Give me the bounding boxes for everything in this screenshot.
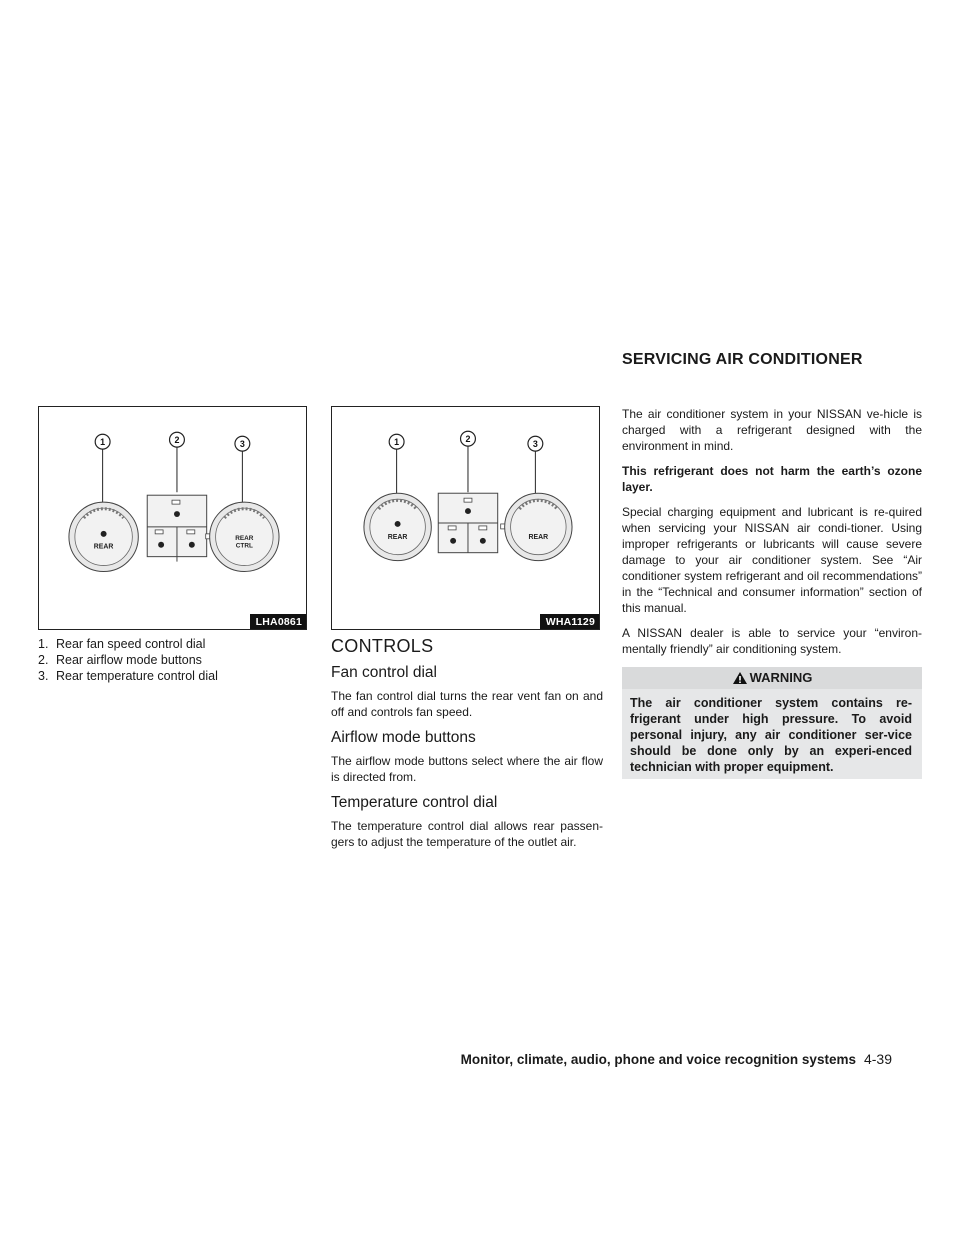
fan-icon xyxy=(395,521,401,527)
figure-id: WHA1129 xyxy=(540,614,599,629)
fan-dial-label: REAR xyxy=(387,533,408,541)
fan-dial xyxy=(69,502,138,571)
warning-icon xyxy=(732,671,748,685)
temp-dial-label-1: REAR xyxy=(235,534,254,542)
callout-2: 2 xyxy=(174,435,180,446)
servicing-para-1: The air conditioner system in your NISSAN ve-hicle is charged with a refrigerant designed with the environment in mind. xyxy=(622,407,922,453)
fan-control-body: The fan control dial turns the rear vent fan on and off and controls fan speed. xyxy=(331,689,603,719)
temperature-body: The temperature control dial allows rear passen-gers to adjust the temperature of the outlet air. xyxy=(331,819,603,849)
rear-control-panel-diagram-2 xyxy=(332,407,599,629)
warning-title: WARNING xyxy=(749,670,813,685)
callout-2: 2 xyxy=(465,434,471,445)
mode-buttons xyxy=(438,493,497,552)
vent-bilevel-icon xyxy=(158,542,164,548)
legend-item: 2. Rear airflow mode buttons xyxy=(38,653,202,667)
vent-bilevel-icon xyxy=(450,538,456,544)
callout-3: 3 xyxy=(532,439,538,450)
temp-dial-label: REAR xyxy=(528,533,549,541)
callout-1: 1 xyxy=(394,437,400,448)
fan-control-title: Fan control dial xyxy=(331,664,437,681)
vent-face-icon xyxy=(465,508,471,514)
servicing-para-3: Special charging equipment and lubricant is re-quired when servicing your NISSAN air condi-tioner. Using improper refrigerants or lubricants will cause severe damage to your air conditioner system. See “Air conditioner system refrigerant and oil recommendations” in the “Technical and consumer information” section of this manual. xyxy=(622,505,922,615)
temperature-title: Temperature control dial xyxy=(331,794,498,811)
fan-icon xyxy=(101,531,107,537)
section-title: SERVICING AIR CONDITIONER xyxy=(622,351,863,368)
servicing-para-2: This refrigerant does not harm the earth’s ozone layer. xyxy=(622,464,922,494)
legend-item: 1. Rear fan speed control dial xyxy=(38,637,206,651)
rear-control-panel-diagram-1 xyxy=(39,407,306,629)
legend-item: 3. Rear temperature control dial xyxy=(38,669,218,683)
vent-floor-icon xyxy=(189,542,195,548)
warning-box xyxy=(622,667,922,779)
servicing-section xyxy=(622,406,922,779)
chapter-title: Monitor, climate, audio, phone and voice recognition systems xyxy=(460,1052,856,1067)
warning-body: The air conditioner system contains re-frigerant under high pressure. To avoid personal injury, any air conditioner ser-vice should be done only by an experi-enced technician with proper equipment. xyxy=(630,696,912,774)
controls-heading: CONTROLS xyxy=(331,636,434,656)
figure-rear-controls-2 xyxy=(331,406,600,630)
page-footer xyxy=(461,1051,892,1067)
controls-section xyxy=(331,636,603,859)
figure-legend xyxy=(38,636,308,684)
servicing-para-4: A NISSAN dealer is able to service your “environ-mentally friendly” air conditioning system. xyxy=(622,626,922,656)
vent-floor-icon xyxy=(480,538,486,544)
fan-dial-label: REAR xyxy=(93,543,114,551)
fan-dial xyxy=(364,493,431,560)
mode-buttons xyxy=(147,495,206,561)
vent-face-icon xyxy=(174,511,180,517)
callout-1: 1 xyxy=(100,437,106,448)
temperature-dial xyxy=(501,493,572,560)
page-number: 4-39 xyxy=(863,1051,892,1067)
airflow-title: Airflow mode buttons xyxy=(331,729,476,746)
temp-dial-label-2: CTRL xyxy=(235,542,253,550)
figure-rear-controls-1 xyxy=(38,406,307,630)
callout-3: 3 xyxy=(239,439,245,450)
airflow-body: The airflow mode buttons select where the air flow is directed from. xyxy=(331,754,603,784)
temperature-dial xyxy=(206,502,279,571)
figure-id: LHA0861 xyxy=(250,614,306,629)
